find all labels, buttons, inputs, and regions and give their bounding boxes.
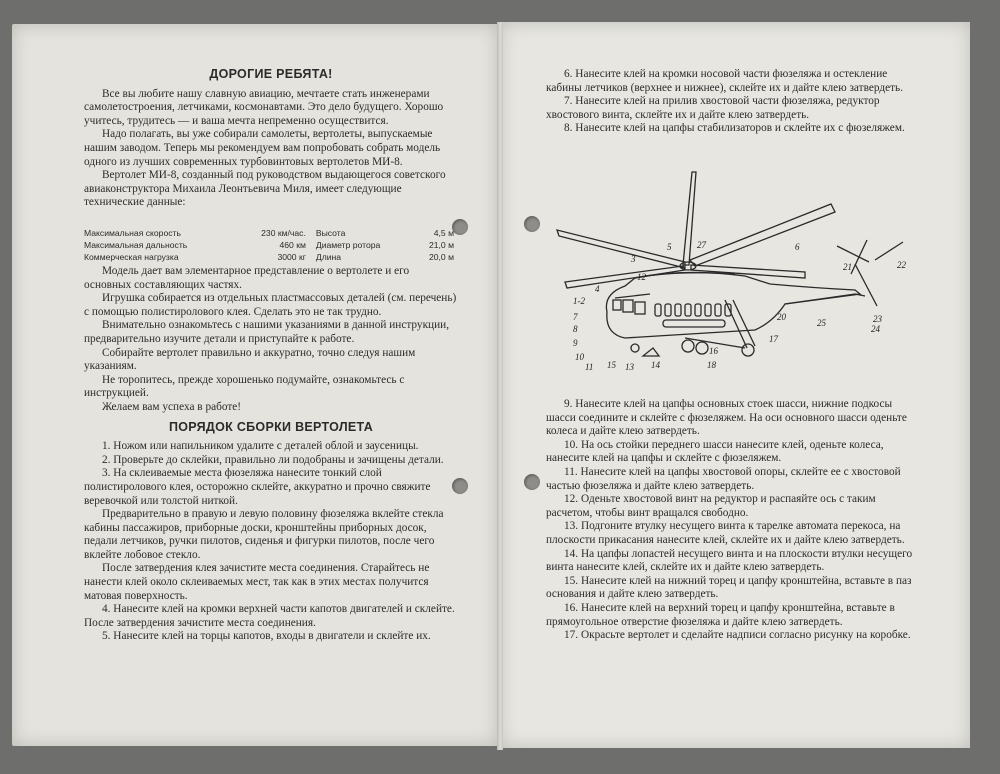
spec-row: [84, 227, 464, 239]
assembly-step: 6. Нанесите клей на кромки носовой части фюзеляжа и остекление кабины летчиков (верхнее и нижнее), склейте их и дайте клею затвердеть.: [546, 68, 904, 94]
part-label: 23: [873, 314, 882, 324]
left-column: [84, 68, 458, 210]
assembly-step: 17. Окрасьте вертолет и сделайте надписи согласно рисунку на коробке.: [564, 629, 911, 642]
tail-rotor-blade: [855, 264, 877, 306]
part-label: 3: [631, 254, 636, 264]
cockpit-window: [613, 300, 621, 310]
intro-paragraph: Все вы любите нашу славную авиацию, мечтаете стать инженерами самолетостроения, летчиками, космонавтами. Это дело будущего. Хорошо учитесь, трудитесь — и ваша мечта непременно осуществится.: [84, 87, 444, 127]
part-label: 9: [573, 338, 578, 348]
assembly-step: 2. Проверьте до склейки, правильно ли подобраны и зачищены детали.: [102, 453, 444, 466]
spec-label: Диаметр ротора: [315, 240, 381, 250]
assembly-step: 10. На ось стойки переднего шасси нанесите клей, оденьте колеса, нанесите клей на цапфы и склейте с фюзеляжем.: [546, 438, 884, 465]
assembly-step: 7. Нанесите клей на прилив хвостовой части фюзеляжа, редуктор хвостового винта, склейте их и дайте клею затвердеть.: [546, 95, 880, 121]
punch-hole: [524, 474, 540, 490]
part-label: 5: [667, 242, 672, 252]
right-column-top: [546, 68, 922, 136]
cockpit-window: [635, 302, 645, 314]
page-fold: [497, 22, 503, 750]
body-paragraph: Модель дает вам элементарное представление о вертолете и его основных составляющих частях.: [84, 265, 410, 291]
spec-row: [84, 251, 464, 263]
wheel: [742, 344, 754, 356]
cockpit-line: [615, 294, 650, 298]
assembly-step: 9. Нанесите клей на цапфы основных стоек шасси, нижние подкосы шасси соедините и склейте с фюзеляжем. На оси основного шасси оденьте колеса и дайте клею затвердеть.: [546, 398, 907, 438]
part-label: 25: [817, 318, 826, 328]
part-label: 7: [573, 312, 578, 322]
wheel: [696, 342, 708, 354]
cockpit-window: [623, 300, 633, 312]
assembly-step: 16. Нанесите клей на верхний торец и цапфу кронштейна, вставьте в прямоугольное отверстие фюзеляжа и дайте клею затвердеть.: [546, 601, 895, 628]
tail-rotor-blade: [837, 246, 869, 262]
spec-value: 460 км: [279, 240, 306, 250]
part-label: 13: [625, 362, 634, 372]
intro-paragraph: Вертолет МИ-8, созданный под руководством выдающегося советского авиаконструктора Михаила Леонтьевича Миля, имеет следующие технические данные:: [84, 169, 446, 209]
assembly-step: 13. Подгоните втулку несущего винта к тарелке автомата перекоса, на плоскости прикасания нанесите клей, склейте их и дайте клею затвердеть.: [546, 520, 905, 546]
part-label: 12: [637, 272, 646, 282]
spec-label: Длина: [315, 252, 342, 262]
spec-label: Высота: [315, 228, 346, 238]
part-label: 22: [897, 260, 906, 270]
assembly-step: 3. На склеиваемые места фюзеляжа нанесите тонкий слой полистиролового клея, осторожно склейте, аккуратно и прочно свяжите веревочкой или толстой ниткой.: [84, 467, 431, 507]
helicopter-diagram: [555, 170, 925, 375]
spec-row: [84, 239, 464, 251]
spec-value: 4,5 м: [433, 228, 454, 238]
part-label: 15: [607, 360, 616, 370]
spec-label: Коммерческая нагрузка: [84, 252, 179, 262]
body-paragraph: Собирайте вертолет правильно и аккуратно, точно следуя нашим указаниям.: [84, 346, 416, 373]
assembly-step: 12. Оденьте хвостовой винт на редуктор и распаяйте ось с таким расчетом, чтобы винт вращался свободно.: [546, 493, 876, 519]
part-label: 8: [573, 324, 578, 334]
passenger-windows: [655, 304, 731, 316]
assembly-step: 14. На цапфы лопастей несущего винта и на плоскости втулки несущего винта нанесите клей, склейте их и дайте клею затвердеть.: [546, 547, 913, 574]
part-label: 4: [595, 284, 600, 294]
part-label: 14: [651, 360, 660, 370]
rotor-blade: [690, 204, 835, 266]
spec-value: 3000 кг: [277, 252, 306, 262]
tail-rotor-blade: [875, 242, 903, 260]
left-column-body: [84, 265, 458, 644]
body-paragraph: Не торопитесь, прежде хорошенько подумайте, ознакомьтесь с инструкцией.: [84, 373, 405, 400]
right-column-bottom: [546, 398, 922, 643]
intro-paragraph: Надо полагать, вы уже собирали самолеты, вертолеты, выпускаемые нашим заводом. Теперь мы рекомендуем вам попробовать собрать модель одного из лучших современных турбовинтовых вертолетов МИ-8.: [84, 128, 441, 168]
assembly-step: Предварительно в правую и левую половину фюзеляжа вклейте стекла кабины пассажиров, приборные доски, кронштейны приборных досок, педали летчиков, ручки пилотов, сиденья и фигурки пилотов, после чего вклейте лобовое стекло.: [84, 508, 444, 561]
body-paragraph: Игрушка собирается из отдельных пластмассовых деталей (см. перечень) с помощью полистиролового клея. Сделать это не так трудно.: [84, 292, 457, 318]
part-label: 11: [585, 362, 594, 372]
landing-gear-strut: [733, 300, 755, 346]
wheel: [682, 340, 694, 352]
rotor-blade: [557, 230, 685, 268]
tail-rotor-blade: [851, 240, 867, 274]
rotor-blade: [683, 172, 696, 265]
assembly-step: 8. Нанесите клей на цапфы стабилизаторов и склейте их с фюзеляжем.: [564, 122, 905, 135]
part-label: 1-2: [573, 296, 585, 306]
part-label: 24: [871, 324, 880, 334]
part-label: 20: [777, 312, 786, 322]
assembly-step: После затвердения клея зачистите места соединения. Старайтесь не нанести клей около склеиваемых мест, так как в этих местах получится матовая поверхность.: [84, 562, 430, 602]
spec-label: Максимальная дальность: [84, 240, 188, 250]
rotor-blade: [691, 265, 805, 278]
assembly-step: 11. Нанесите клей на цапфы хвостовой опоры, склейте ее с хвостовой частью фюзеляжа и дайте клею затвердеть.: [546, 465, 901, 492]
body-paragraph: Внимательно ознакомьтесь с нашими указаниями в данной инструкции, предварительно изучите детали и приступайте к работе.: [84, 319, 450, 345]
assembly-step: 5. Нанесите клей на торцы капотов, входы в двигатели и склейте их.: [102, 630, 431, 643]
rotor-blade: [565, 266, 685, 288]
nose-wheel: [631, 344, 639, 352]
part-label: 18: [707, 360, 716, 370]
part-label: 10: [575, 352, 584, 362]
body-paragraph: Желаем вам успеха в работе!: [102, 400, 242, 413]
assembly-step: 4. Нанесите клей на кромки верхней части капотов двигателей и склейте. После затвердения зачистите места соединения.: [84, 603, 455, 629]
heading-dear-kids: ДОРОГИЕ РЕБЯТА!: [209, 67, 333, 81]
part-label: 16: [709, 346, 718, 356]
part-label: 21: [843, 262, 852, 272]
punch-hole: [524, 216, 540, 232]
spec-value: 230 км/час.: [261, 228, 306, 238]
assembly-step: 1. Ножом или напильником удалите с деталей облой и заусеницы.: [102, 440, 419, 453]
spec-label: Максимальная скорость: [84, 228, 181, 238]
spec-value: 20,0 м: [428, 252, 454, 262]
specs-table: [84, 227, 464, 263]
engine-cowling: [635, 273, 735, 278]
spec-value: 21,0 м: [428, 240, 454, 250]
part-label: 17: [769, 334, 778, 344]
skid-part: [643, 348, 659, 356]
heading-assembly-order: ПОРЯДОК СБОРКИ ВЕРТОЛЕТА: [168, 419, 374, 434]
fuel-tank: [663, 320, 725, 327]
part-label: 27: [697, 240, 706, 250]
part-label: 6: [795, 242, 800, 252]
assembly-step: 15. Нанесите клей на нижний торец и цапфу кронштейна, вставьте в паз основания и дайте клею затвердеть.: [546, 574, 912, 601]
